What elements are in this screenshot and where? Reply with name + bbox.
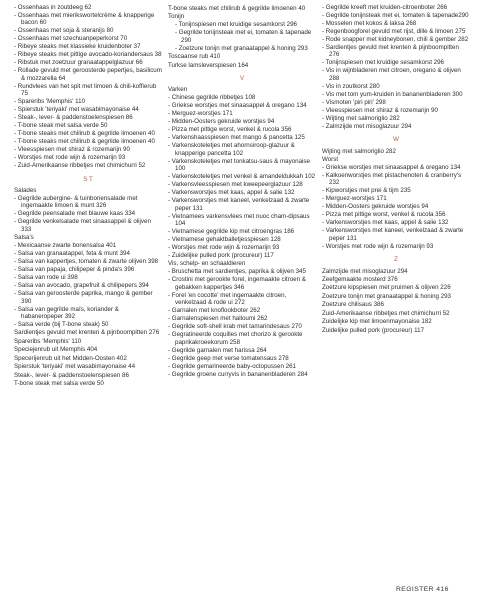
- section-letter: V: [239, 75, 245, 83]
- index-heading: Wijting met salmoriglio 282: [322, 147, 396, 155]
- index-entry: - Varkenskoteletjes met venkel & amandeldukkah 102: [168, 173, 316, 180]
- index-entry: - Vietnamese gegrilde kip met citroengras 186: [168, 228, 316, 235]
- index-entry: - Salsa van granaatappel, feta & munt 394: [14, 250, 162, 257]
- index-entry: - Wijting met salmoriglio 282: [322, 115, 470, 122]
- index-entry: - Griekse worstjes met sinaasappel & oregano 134: [322, 164, 470, 171]
- index-entry: - Kipworstjes met prei & tijm 235: [322, 187, 470, 194]
- index-entry: - Sardientjes gevuld met krenten & pijnboompitten 276: [322, 44, 470, 59]
- index-entry: - Vis in wijnbladeren met citroen, oregano & olijven 288: [322, 67, 470, 82]
- index-entry: - Chinese gegrilde ribbetjes 108: [168, 94, 316, 101]
- index-heading: Zoetzure chilisaus 386: [322, 301, 384, 309]
- index-entry: - Varkensworstjes met kaneel, venkelzaad & zwarte peper 131: [322, 227, 470, 242]
- index-entry: - Salsa van papaja, chilipeper & pinda's 396: [14, 266, 162, 273]
- index-heading: Toscaanse rub 410: [168, 53, 221, 61]
- index-entry: - Griekse worstjes met sinaasappel & oregano 134: [168, 102, 316, 109]
- index-entry: - T-bone steaks met chilirub & gegrilde limoenen 40: [14, 138, 162, 145]
- index-entry: - Vis in zoutkorst 280: [322, 83, 470, 90]
- index-entry: - Kalkoenworstjes met pistachenoten & cranberry's 232: [322, 172, 470, 187]
- index-heading: Sardientjes gevuld met krenten & pijnboompitten 276: [14, 329, 160, 337]
- index-entry: - Gegrilde aubergine- & tuinbonensalade met ingemaakte limoen & munt 326: [14, 195, 162, 210]
- index-entry: - Steak-, lever- & paddenstoelenspiesen 86: [14, 114, 162, 121]
- index-entry: - Ossenhaas met soja & steranijs 80: [14, 27, 162, 34]
- index-entry: - Gegrilde tonijnsteak met ei, tomaten & tapenade290: [322, 12, 470, 19]
- index-entry: - Gegrilde gemarineerde baby-octopussen 261: [168, 363, 316, 370]
- index-entry: - Gegrilde venkelsalade met sinaasappel & olijven 333: [14, 218, 162, 233]
- index-entry: - Vleesspiesen met shiraz & rozemarijn 90: [322, 107, 470, 114]
- index-heading: Spierstuk 'teriyaki' met wasabimayonaise 44: [14, 363, 136, 371]
- index-entry: - Ossenhaas in zoutdeeg 62: [14, 4, 162, 11]
- index-entry: - Mosselen met kokos & laksa 268: [322, 20, 470, 27]
- index-heading: Zuidelijke kip met limoenmayonaise 182: [322, 318, 432, 326]
- index-entry: - Zuidelijke pulled pork (procureur) 117: [168, 252, 316, 259]
- index-entry: - T-bone steaks met chilirub & gegrilde limoenen 40: [14, 130, 162, 137]
- index-entry: - Varkensworstjes met kaneel, venkelzaad & zwarte peper 131: [168, 197, 316, 212]
- index-entry: - Zuid-Amerikaanse ribbetjes met chimichurri 52: [14, 162, 162, 169]
- section-letter: Z: [394, 256, 398, 264]
- section-letter: W: [393, 136, 399, 144]
- index-heading: Zalmzijde met misoglazuur 294: [322, 267, 408, 275]
- index-entry: - Ribeye steaks met klassieke kruidenboter 37: [14, 43, 162, 50]
- index-subentry: - Gegrilde tonijnsteak met ei, tomaten & tapenade 290: [168, 29, 316, 44]
- index-entry: - Garnalen met knoflookboter 262: [168, 307, 316, 314]
- index-entry: - Mexicaanse zwarte bonensalsa 401: [14, 242, 162, 249]
- section-letter: S T: [83, 175, 93, 183]
- index-entry: - Ribeye steaks met pittige avocado-koriandersaus 38: [14, 51, 162, 58]
- index-entry: - Forel 'en cocotte' met ingemaakte citroen, venkelzaad & rode ui 272: [168, 292, 316, 307]
- index-heading: Salsa's: [14, 234, 34, 242]
- index-heading: Varken: [168, 86, 188, 94]
- index-entry: - Garnalenspiesen met halloumi 262: [168, 315, 316, 322]
- index-heading: Zuid-Amerikaanse ribbetjes met chimichurri 52: [322, 309, 450, 317]
- index-entry: - Tonijnspiesen met kruidige sesamkorst 296: [322, 59, 470, 66]
- index-heading: T-bone steaks met chilirub & gegrilde limoenen 40: [168, 5, 306, 12]
- index-heading: Zoetzure kipspiesen met pruimen & olijven 226: [322, 284, 451, 292]
- index-entry: - Varkenshaasspiesen met mango & pancetta 125: [168, 134, 316, 141]
- index-entry: - Varkensvleesspiesen met kweepeerglazuur 128: [168, 181, 316, 188]
- index-entry: - Salsa van rode ui 398: [14, 274, 162, 281]
- index-entry: - Gegratineerde coquilles met chorizo & gerookte paprikakroeekorum 258: [168, 331, 316, 346]
- index-entry: - Rode snapper met kidneybonen, chili & gember 282: [322, 36, 470, 43]
- index-column-1: [14, 4, 162, 388]
- index-column-2: [168, 4, 316, 379]
- index-entry: - Salsa verde (bij T-bone steak) 50: [14, 321, 162, 328]
- index-heading: Tonijn: [168, 13, 185, 21]
- index-entry: - Salsa van avocado, grapefruit & chilipepers 394: [14, 282, 162, 289]
- index-heading: Salades: [14, 187, 37, 195]
- index-entry: - Crostini met gerookte forel, ingemaakte citroen & gebakken kappertjes 346: [168, 276, 316, 291]
- index-entry: - Midden-Oosters gekruide worstjes 94: [168, 118, 316, 125]
- index-entry: - Ossenhaas met mierikswortelcrème & knapperige bacon 60: [14, 12, 162, 27]
- index-entry: - Varkensworstjes met kaas, appel & salie 132: [168, 189, 316, 196]
- index-entry: - Merguez-worstjes 171: [322, 195, 470, 202]
- index-entry: - Bruschetta met sardientjes, paprika & olijven 345: [168, 268, 316, 275]
- index-entry: - Spierstuk 'teriyaki' met wasabimayonaise 44: [14, 106, 162, 113]
- index-heading: Zoetzure tonijn met granaatappel & honing 293: [322, 292, 451, 300]
- index-entry: - Worstjes met rode wijn & rozemarijn 93: [168, 244, 316, 251]
- index-entry: - Gegrilde garnalen met harissa 264: [168, 347, 316, 354]
- index-entry: - T-bone steak met salsa verde 50: [14, 122, 162, 129]
- index-entry: - Vismoten 'piri piri' 298: [322, 99, 470, 106]
- index-entry: - Zalmzijde met misoglazuur 294: [322, 123, 470, 130]
- index-heading: Worst: [322, 156, 339, 164]
- index-entry: - Pizza met pittige worst, venkel & rucola 356: [322, 211, 470, 218]
- index-entry: - Varkenskoteletjes met ahornsiroop-glazuur & knapperige pancetta 102: [168, 142, 316, 157]
- index-heading: Vis, schelp- en schaaldieren: [168, 260, 246, 268]
- index-entry: - Rundvlees van het spit met limoen & chili-koffierub 75: [14, 83, 162, 98]
- index-entry: - Salsa van gegrilde maïs, koriander & habaneropeper 392: [14, 306, 162, 321]
- index-entry: - Varkensworstjes met kaas, appel & salie 132: [322, 219, 470, 226]
- index-subentry: - Zoetzure tonijn met granaatappel & honing 293: [168, 45, 316, 52]
- index-entry: - Rollade gevuld met geroosterde pepertjes, basilicum & mozzarella 64: [14, 67, 162, 82]
- index-entry: - Midden-Oosters gekruide worstjes 94: [322, 203, 470, 210]
- index-entry: - Varkenskoteletjes met tonkatsu-saus & mayonaise 100: [168, 158, 316, 173]
- index-entry: - Vietnamees varkensvlees met nuoc cham-dipsaus 104: [168, 213, 316, 228]
- index-entry: - Merguez-worstjes 171: [168, 110, 316, 117]
- index-entry: - Worstjes met rode wijn & rozemarijn 93: [322, 243, 470, 250]
- index-entry: - Vleesspiesen met shiraz & rozemarijn 90: [14, 146, 162, 153]
- index-heading: Specerijenrub uit het Midden-Oosten 402: [14, 354, 127, 362]
- index-heading: T-bone steak met salsa verde 50: [14, 379, 104, 387]
- index-entry: - Worstjes met rode wijn & rozemarijn 93: [14, 154, 162, 161]
- index-heading: Zeefgemaakte mosterd 376: [322, 276, 398, 284]
- index-entry: - Salsa van geroosterde paprika, mango & gember 390: [14, 290, 162, 305]
- index-entry: - Vietnamese gehaktballetjesspiesen 128: [168, 236, 316, 243]
- index-heading: Speciejenrub uit Memphis 404: [14, 346, 98, 354]
- index-entry: - Salsa van kappertjes, tomaten & zwarte olijven 398: [14, 258, 162, 265]
- index-column-3: [322, 4, 470, 335]
- index-entry: - Pizza met pittige worst, venkel & rucola 356: [168, 126, 316, 133]
- index-entry: - Ossenhaas met szechuanpeperkorst 70: [14, 35, 162, 42]
- index-heading: Turkse lamsleverspiesen 164: [168, 61, 249, 69]
- index-entry: - Gegrilde kreeft met kruiden-citroenboter 266: [322, 4, 470, 11]
- index-heading: Spareribs 'Memphis' 110: [14, 337, 82, 345]
- index-heading: Steak-, lever- & paddenstoelenspiesen 86: [14, 371, 129, 379]
- index-entry: - Spareribs 'Memphis' 110: [14, 98, 162, 105]
- index-subentry: - Tonijnspiesen met kruidige sesamkorst 296: [168, 21, 316, 28]
- index-entry: - Regenboogforel gevuld met rijst, dille & limoen 275: [322, 28, 470, 35]
- page-footer: REGISTER 416: [396, 586, 449, 593]
- index-heading: Zuidelijke pulled pork (procureur) 117: [322, 326, 425, 334]
- index-entry: - Gegrilde geep met verse tomatensaus 278: [168, 355, 316, 362]
- index-entry: - Ribstuk met zoetzuur granaatappelglazuur 66: [14, 59, 162, 66]
- index-entry: - Gegrilde soft-shell krab met tamarindesaus 270: [168, 323, 316, 330]
- index-entry: - Vis met tom yum-kruiden in bananenbladeren 300: [322, 91, 470, 98]
- index-entry: - Gegrilde peensalade met blauwe kaas 334: [14, 210, 162, 217]
- index-entry: - Gegrilde groene curryvis in bananenbladeren 284: [168, 371, 316, 378]
